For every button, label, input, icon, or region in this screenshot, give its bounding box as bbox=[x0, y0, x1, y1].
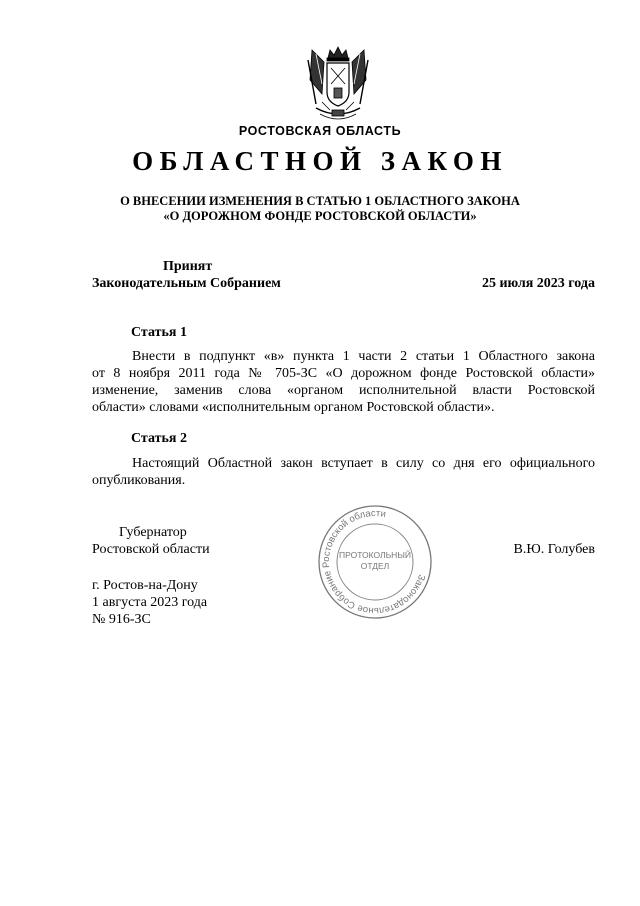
article-1-line: области» словами «исполнительным органом Ростовской области». bbox=[92, 400, 495, 415]
article-1-heading: Статья 1 bbox=[131, 325, 187, 340]
stamp-inner-line-1: ПРОТОКОЛЬНЫЙ bbox=[339, 550, 411, 560]
adopted-label: Принят bbox=[163, 259, 213, 274]
article-2-line: Настоящий Областной закон вступает в силу со дня его официального bbox=[132, 456, 595, 471]
article-1-line: изменение, заменив слова «органом исполнительной власти Ростовской bbox=[92, 383, 595, 398]
article-2-heading: Статья 2 bbox=[131, 431, 187, 446]
law-number: № 916-ЗС bbox=[92, 612, 151, 627]
document-type-title: ОБЛАСТНОЙ ЗАКОН bbox=[132, 146, 508, 176]
issuance-date: 1 августа 2023 года bbox=[92, 595, 208, 610]
stamp-inner-line-2: ОТДЕЛ bbox=[360, 561, 390, 571]
signatory-title: Губернатор bbox=[119, 525, 187, 540]
article-2-text bbox=[92, 455, 595, 489]
article-1-text bbox=[92, 348, 595, 416]
official-stamp bbox=[316, 504, 434, 620]
adopted-by: Законодательным Собранием bbox=[92, 276, 281, 291]
adopted-date: 25 июля 2023 года bbox=[481, 276, 595, 291]
issuance-place: г. Ростов-на-Дону bbox=[92, 578, 198, 593]
stamp-ring-text: Законодательное Собрание Ростовской области bbox=[320, 507, 428, 617]
law-title-line-2: «О ДОРОЖНОМ ФОНДЕ РОСТОВСКОЙ ОБЛАСТИ» bbox=[163, 209, 477, 223]
article-2-line: опубликования. bbox=[92, 473, 186, 488]
coat-of-arms-icon bbox=[302, 44, 374, 126]
signatory-region: Ростовской области bbox=[92, 542, 210, 557]
region-name: РОСТОВСКАЯ ОБЛАСТЬ bbox=[238, 124, 402, 138]
signatory-name: В.Ю. Голубев bbox=[513, 542, 595, 557]
article-1-line: Внести в подпункт «в» пункта 1 части 2 статьи 1 Областного закона bbox=[132, 349, 595, 364]
law-title-line-1: О ВНЕСЕНИИ ИЗМЕНЕНИЯ В СТАТЬЮ 1 ОБЛАСТНОГО ЗАКОНА bbox=[120, 194, 520, 208]
article-1-line: от 8 ноября 2011 года № 705-ЗС «О дорожном фонде Ростовской области» bbox=[92, 366, 595, 381]
